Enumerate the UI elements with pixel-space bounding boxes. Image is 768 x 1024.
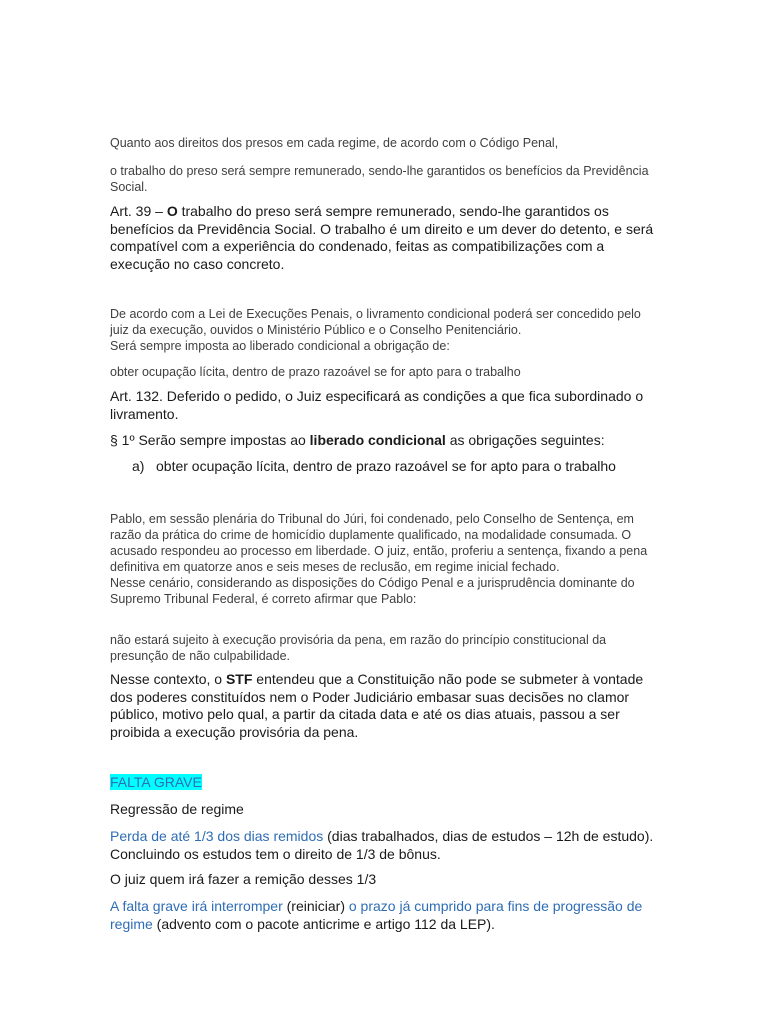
answer-pablo: não estará sujeito à execução provisória da pena, em razão do princípio constitucional da presunção de não culpabilidade.	[110, 633, 607, 663]
perda-text: (dias trabalhados, dias de estudos – 12h de estudo). Concluindo os estudos tem o direito de 1/3 de bônus.	[110, 828, 654, 862]
list-item-a	[132, 458, 616, 475]
paragraph-1	[110, 432, 655, 450]
list-item-text: obter ocupação lícita, dentro de prazo razoável se for apto para o trabalho	[156, 458, 616, 474]
article-39-text: trabalho do preso será sempre remunerado, sendo-lhe garantidos os benefícios da Previdência Social. O trabalho é um direito e um dever do detento, e será compatível com a experiência do condenado, feitas as compatibilizações com a execução no caso concreto.	[110, 203, 654, 272]
interromper-end: (advento com o pacote anticrime e artigo 112 da LEP).	[152, 915, 495, 932]
answer-ocupacao: obter ocupação lícita, dentro de prazo razoável se for apto para o trabalho	[110, 365, 521, 379]
article-39	[110, 203, 655, 273]
interromper-blue-1: A falta grave irá interromper	[110, 898, 283, 914]
perda-paragraph	[110, 828, 655, 863]
article-39-bold: O	[166, 203, 178, 219]
heading-falta-grave	[110, 774, 655, 792]
interromper-mid: (reiniciar)	[282, 898, 349, 914]
interromper-paragraph	[110, 898, 655, 933]
article-132: Art. 132. Deferido o pedido, o Juiz especificará as condições a que fica subordinado o livramento.	[110, 388, 644, 422]
juiz-line: O juiz quem irá fazer a remição desses 1/3	[110, 871, 377, 887]
question-intro: Quanto aos direitos dos presos em cada regime, de acordo com o Código Penal,	[110, 136, 559, 150]
answer-trabalho: o trabalho do preso será sempre remunerado, sendo-lhe garantidos os benefícios da Previdência Social.	[110, 164, 649, 194]
stf-paragraph	[110, 671, 655, 741]
paragraph-1-suffix: as obrigações seguintes:	[445, 432, 605, 448]
falta-grave-highlight: FALTA GRAVE	[110, 774, 202, 790]
stf-text: entendeu que a Constituição não pode se submeter à vontade dos poderes constituídos nem o Poder Judiciário embasar suas decisões no clamor público, motivo pelo qual, a partir da citada data e até os dias atuais, passou a ser proibida a execução provisória da pena.	[110, 671, 644, 740]
stf-prefix: Nesse contexto, o	[110, 671, 226, 687]
perda-highlight: Perda de até 1/3 dos dias remidos	[110, 828, 324, 844]
regressao-line: Regressão de regime	[110, 801, 244, 817]
question-pablo: Pablo, em sessão plenária do Tribunal do Júri, foi condenado, pelo Conselho de Sentença, em razão da prática do crime de homicídio duplamente qualificado, na modalidade consumada. O acusado respondeu ao processo em liberdade. O juiz, então, proferiu a sentença, fixando a pena definitiva em quatorze anos e seis meses de reclusão, em regime inicial fechado. Nesse cenário, considerando as disposições do Código Penal e a jurisprudência dominante do Supremo Tribunal Federal, é correto afirmar que Pablo:	[110, 512, 648, 606]
stf-bold: STF	[225, 671, 253, 687]
list-item-label: a)	[132, 458, 145, 474]
article-39-prefix: Art. 39 –	[110, 203, 167, 219]
interromper-blue-2: o prazo já cumprido para fins de progressão de regime	[110, 898, 643, 932]
paragraph-1-bold: liberado condicional	[309, 432, 446, 448]
question-livramento: De acordo com a Lei de Execuções Penais, o livramento condicional poderá ser concedido pelo juiz da execução, ouvidos o Ministério Público e o Conselho Penitenciário. Será sempre imposta ao liberado condicional a obrigação de:	[110, 307, 641, 353]
paragraph-1-prefix: § 1º Serão sempre impostas ao	[110, 432, 310, 448]
